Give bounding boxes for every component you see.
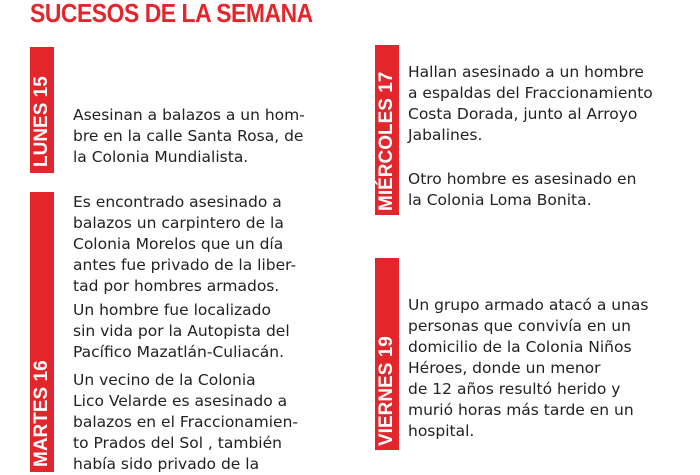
news-item-martes-2 xyxy=(73,300,290,363)
news-line: balazos un carpintero de la xyxy=(73,214,284,232)
news-line: antes fue privado de la liber- xyxy=(73,256,297,274)
day-label-lunes: LUNES 15 xyxy=(31,76,52,167)
news-line: de 12 años resultó herido y xyxy=(408,380,621,398)
news-line: hospital. xyxy=(408,422,475,440)
news-line: Jabalines. xyxy=(408,126,483,144)
news-line: to Prados del Sol , también xyxy=(73,434,282,452)
news-line: balazos en el Fraccionamien- xyxy=(73,413,298,431)
news-line: Un hombre fue localizado xyxy=(73,301,271,319)
news-item-martes-3 xyxy=(73,370,298,475)
news-line: Lico Velarde es asesinado a xyxy=(73,392,288,410)
news-line: Pacífico Mazatlán-Culiacán. xyxy=(73,343,285,361)
news-line: Asesinan a balazos a un hom- xyxy=(73,106,305,124)
news-line: sin vida por la Autopista del xyxy=(73,322,290,340)
news-item-miercoles-2 xyxy=(408,169,636,211)
news-line: había sido privado de la xyxy=(73,455,260,473)
day-label-miercoles: MIÉRCOLES 17 xyxy=(376,71,397,211)
news-line: Es encontrado asesinado a xyxy=(73,193,282,211)
news-line: personas que convivía en un xyxy=(408,317,631,335)
news-item-martes-1 xyxy=(73,192,296,297)
news-line: Héroes, donde un menor xyxy=(408,359,601,377)
news-item-miercoles-1 xyxy=(408,62,653,146)
news-line: la Colonia Mundialista. xyxy=(73,148,249,166)
news-line: domicilio de la Colonia Niños xyxy=(408,338,632,356)
news-line: a espaldas del Fraccionamiento xyxy=(408,84,653,102)
news-line: tad por hombres armados. xyxy=(73,277,280,295)
news-line: Un vecino de la Colonia xyxy=(73,371,256,389)
news-item-lunes-1 xyxy=(73,105,305,168)
news-line: murió horas más tarde en un xyxy=(408,401,634,419)
news-line: Otro hombre es asesinado en xyxy=(408,170,637,188)
news-line: Colonia Morelos que un día xyxy=(73,235,284,253)
day-label-viernes: VIERNES 19 xyxy=(376,336,397,446)
day-label-martes: MARTES 16 xyxy=(31,360,52,467)
news-line: Costa Dorada, junto al Arroyo xyxy=(408,105,638,123)
news-line: Un grupo armado atacó a unas xyxy=(408,296,649,314)
news-line: Hallan asesinado a un hombre xyxy=(408,63,644,81)
news-item-viernes-1 xyxy=(408,295,648,442)
news-line: la Colonia Loma Bonita. xyxy=(408,191,592,209)
news-line: bre en la calle Santa Rosa, de xyxy=(73,127,304,145)
section-title: SUCESOS DE LA SEMANA xyxy=(30,0,313,28)
